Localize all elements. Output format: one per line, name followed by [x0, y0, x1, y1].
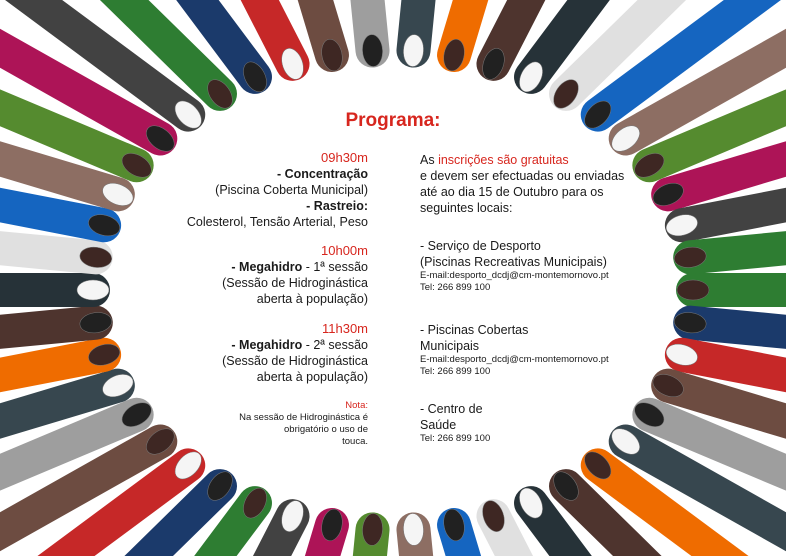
intro-line: As inscrições são gratuitas — [420, 153, 569, 167]
schedule-line: aberta à população) — [256, 370, 368, 384]
location-2 — [420, 322, 609, 378]
note — [208, 400, 368, 448]
note-line: touca. — [342, 436, 368, 447]
location-line: - Serviço de Desporto — [420, 239, 541, 253]
schedule-time: 09h30m — [321, 150, 368, 165]
location-line: - Piscinas Cobertas — [420, 323, 529, 337]
schedule-line: - Megahidro - 2ª sessão — [231, 338, 368, 352]
location-line: Saúde — [420, 418, 457, 432]
schedule-line: (Sessão de Hidroginástica — [222, 354, 368, 368]
intro-line: seguintes locais: — [420, 201, 513, 215]
shoe-shape — [77, 280, 109, 300]
schedule-time: 10h00m — [321, 243, 368, 258]
location-line: - Centro de — [420, 402, 483, 416]
schedule-line: - Megahidro - 1ª sessão — [231, 260, 368, 274]
location-tel: Tel: 266 899 100 — [420, 433, 491, 444]
schedule-block-2 — [222, 243, 368, 307]
schedule-time: 11h30m — [321, 321, 368, 336]
location-line: Municipais — [420, 339, 480, 353]
shoe-shape — [677, 280, 709, 300]
schedule-line: aberta à população) — [256, 292, 368, 306]
location-3 — [420, 401, 490, 445]
location-email: E-mail:desporto_dcdj@cm-montemornovo.pt — [420, 354, 609, 365]
location-1 — [420, 238, 609, 294]
intro-line: e devem ser efectuadas ou enviadas — [420, 169, 625, 183]
location-tel: Tel: 266 899 100 — [420, 282, 491, 293]
program-title: Programa: — [345, 110, 441, 131]
schedule-line: (Piscina Coberta Municipal) — [215, 183, 368, 197]
note-line: Na sessão de Hidroginástica é — [239, 412, 368, 423]
schedule-block-1 — [187, 150, 368, 230]
location-tel: Tel: 266 899 100 — [420, 366, 491, 377]
note-line: obrigatório o uso de — [284, 424, 368, 435]
schedule-block-3 — [222, 321, 368, 385]
intro-line: até ao dia 15 de Outubro para os — [420, 185, 604, 199]
schedule-line: Colesterol, Tensão Arterial, Peso — [186, 215, 368, 229]
registration-info — [420, 152, 624, 216]
schedule-line: - Concentração — [277, 167, 368, 181]
location-email: E-mail:desporto_dcdj@cm-montemornovo.pt — [420, 270, 609, 281]
schedule-line: (Sessão de Hidroginástica — [222, 276, 368, 290]
schedule-line: - Rastreio: — [306, 199, 368, 213]
note-label: Nota: — [345, 400, 368, 411]
location-line: (Piscinas Recreativas Municipais) — [420, 255, 607, 269]
